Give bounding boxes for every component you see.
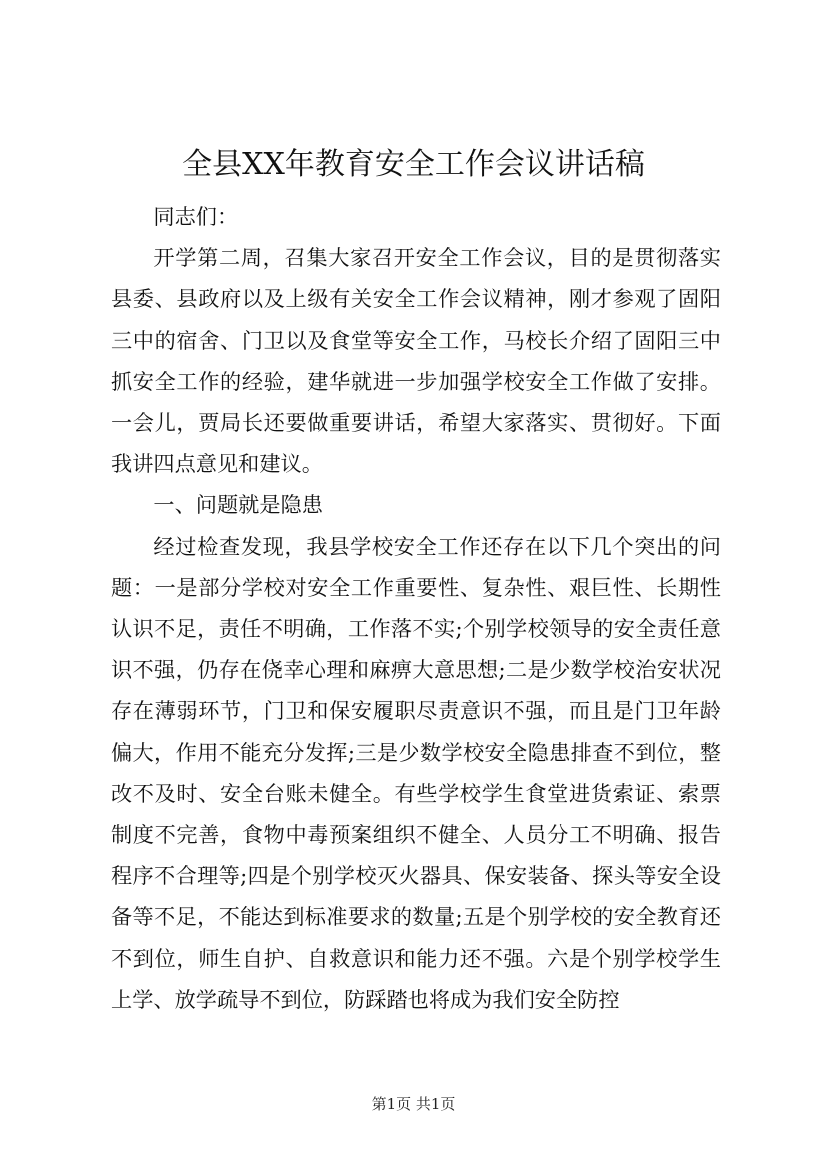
- document-body: [111, 196, 721, 1020]
- page-footer: 第1页 共1页: [371, 1095, 456, 1113]
- intro-paragraph: 开学第二周，召集大家召开安全工作会议，目的是贯彻落实县委、县政府以及上级有关安全工作会议精神，刚才参观了固阳三中的宿舍、门卫以及食堂等安全工作，马校长介绍了固阳三中抓安全工作的经验，建华就进一步加强学校安全工作做了安排。一会儿，贾局长还要做重要讲话，希望大家落实、贯彻好。下面我讲四点意见和建议。: [111, 245, 721, 477]
- document-title: 全县XX年教育安全工作会议讲话稿: [182, 147, 645, 182]
- salutation-paragraph: 同志们：: [153, 204, 239, 229]
- problems-paragraph: 经过检查发现，我县学校安全工作还存在以下几个突出的问题：一是部分学校对安全工作重要性、复杂性、艰巨性、长期性认识不足，责任不明确，工作落不实;个别学校领导的安全责任意识不强，仍存在侥幸心理和麻痹大意思想;二是少数学校治安状况存在薄弱环节，门卫和保安履职尽责意识不强，而且是门卫年龄偏大，作用不能充分发挥;三是少数学校安全隐患排查不到位，整改不及时、安全台账未健全。有些学校学生食堂进货索证、索票制度不完善，食物中毒预案组织不健全、人员分工不明确、报告程序不合理等;四是个别学校灭火器具、保安装备、探头等安全设备等不足，不能达到标准要求的数量;五是个别学校的安全教育还不到位，师生自护、自救意识和能力还不强。六是个别学校学生上学、放学疏导不到位，防踩踏也将成为我们安全防控: [111, 533, 721, 1012]
- section-heading: 一、问题就是隐患: [153, 492, 323, 518]
